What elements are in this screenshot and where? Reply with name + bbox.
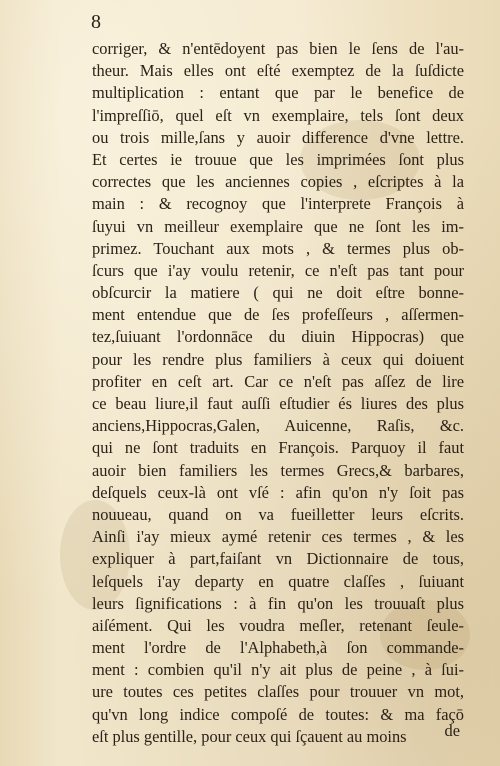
text-line: nouueau, quand on va fueilletter leurs eſcrits. <box>92 504 464 524</box>
catchword: de <box>444 721 460 740</box>
text-line: ment l'ordre de l'Alphabeth,à ſon commande- <box>92 638 464 658</box>
text-line: profiter en ceſt art. Car ce n'eſt pas aſſez de lire <box>92 371 464 391</box>
text-line: obſcurcir la matiere ( qui ne doit eſtre bonne- <box>92 283 464 303</box>
text-line: corriger, & n'entēdoyent pas bien le ſens de l'au- <box>92 39 464 58</box>
text-line: l'impreſſiō, quel eſt vn exemplaire, tels ſont deux <box>92 105 464 125</box>
page-number: 8 <box>91 11 101 33</box>
text-line: expliquer à part,faiſant vn Dictionnaire de tous, <box>92 549 464 569</box>
text-line: ou trois mille,ſans y auoir difference d'vne lettre. <box>92 127 464 147</box>
text-line: anciens,Hippocras,Galen, Auicenne, Raſis, &c. <box>92 416 464 436</box>
text-line: leurs ſignifications : à fin qu'on les trouuaſt plus <box>92 593 464 613</box>
text-line: ſuyui vn meilleur exemplaire que ne ſont les im- <box>92 216 464 236</box>
text-line: Ainſi i'ay mieux aymé retenir ces termes , & les <box>92 527 464 547</box>
text-line: ment entendue que de ſes profeſſeurs , aſſermen- <box>92 305 464 325</box>
text-line: auoir bien familiers les termes Grecs,& barbares, <box>92 460 464 480</box>
text-line: qu'vn long indice compoſé de toutes: & ma façō <box>92 704 464 724</box>
text-line: ſcurs que i'ay voulu retenir, ce n'eſt pas tant pour <box>92 260 464 280</box>
text-line: aiſément. Qui les voudra meſler, retenant ſeule- <box>92 615 464 635</box>
text-line: ure toutes ces petites claſſes pour trouuer vn mot, <box>92 682 464 702</box>
text-line: theur. Mais elles ont eſté exemptez de la ſuſdicte <box>92 61 464 81</box>
text-line: multiplication : entant que par le benefice de <box>92 83 464 103</box>
text-line: main : & recognoy que l'interprete François à <box>92 194 464 214</box>
text-line: correctes que les anciennes copies , eſcriptes à la <box>92 172 464 192</box>
text-line: ce beau liure,il faut auſſi eſtudier és liures des plus <box>92 394 464 413</box>
body-text <box>92 38 464 748</box>
text-line: leſquels i'ay departy en quatre claſſes , ſuiuant <box>92 571 464 591</box>
text-line: pour les rendre plus familiers à ceux qui doiuent <box>92 349 464 369</box>
text-line: deſquels ceux-là ont vſé : afin qu'on n'y ſoit pas <box>92 482 464 502</box>
text-line: eſt plus gentille, pour ceux qui ſçauent au moins <box>92 726 407 746</box>
text-line: tez,ſuiuant l'ordonnāce du diuin Hippocras) que <box>92 327 464 347</box>
text-line: primez. Touchant aux mots , & termes plus ob- <box>92 238 464 258</box>
text-line: qui ne ſont traduits en François. Parquoy il faut <box>92 438 464 458</box>
text-line: ment : combien qu'il n'y ait plus de peine , à ſui- <box>92 660 464 680</box>
text-line: Et certes ie trouue que les imprimées ſont plus <box>92 149 464 169</box>
